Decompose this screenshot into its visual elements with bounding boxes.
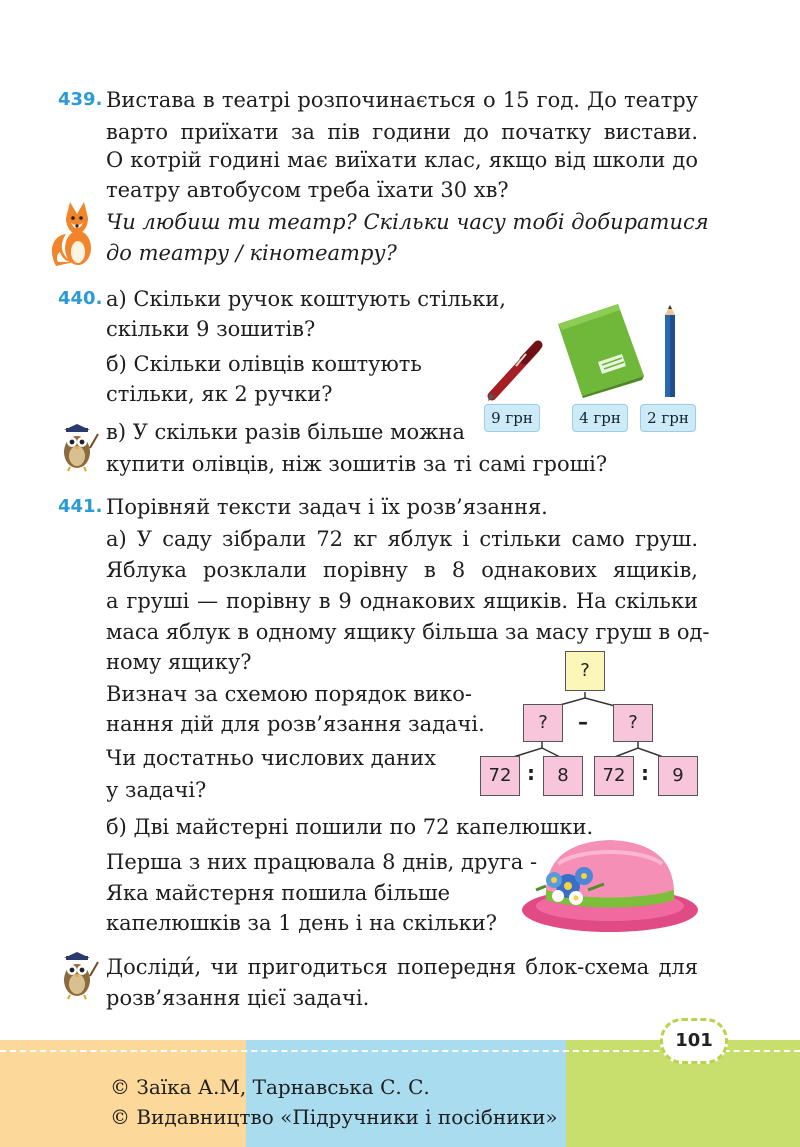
- task-439-line-2: варто приїхати за пів години до початку вистави.: [106, 120, 698, 144]
- task-441-title: Порівняй тексти задач і їх розв’язання.: [106, 495, 548, 519]
- scheme-box-8: 8: [543, 756, 583, 796]
- task-441-a-line-1: а) У саду зібрали 72 кг яблук і стільки само груш.: [106, 527, 698, 551]
- task-440-b-line-2: стільки, як 2 ручки?: [106, 382, 333, 406]
- task-441-a-line-2: Яблука розклали порівну в 8 однакових ящиків,: [106, 558, 698, 582]
- task-number-440: 440.: [58, 288, 103, 309]
- scheme-minus: –: [578, 710, 588, 734]
- scheme-box-72-b: 72: [594, 756, 634, 796]
- task-439-question-1: Чи любиш ти театр? Скільки часу тобі добиратися: [106, 210, 709, 234]
- task-441-a-line-4: маса яблук в одному ящику більша за масу груш в од-: [106, 620, 710, 644]
- owl-icon: [56, 952, 100, 1000]
- scheme-box-9: 9: [658, 756, 698, 796]
- task-441-q1-line-2: нання дій для розв’язання задачі.: [106, 712, 485, 736]
- scheme-box-top: ?: [565, 651, 605, 691]
- task-441-b-line-1: б) Дві майстерні пошили по 72 капелюшки.: [106, 815, 594, 839]
- task-440-c-line-1: в) У скільки разів більше можна: [106, 420, 465, 444]
- copyright-authors: © Заїка А.М, Тарнавська С. С.: [110, 1075, 430, 1099]
- task-440-b-line-1: б) Скільки олівців коштують: [106, 352, 422, 376]
- page-number: 101: [660, 1018, 728, 1064]
- pencil-icon: [662, 305, 678, 397]
- notebook-icon: [556, 302, 646, 398]
- task-number-439: 439.: [58, 89, 103, 110]
- task-439-question-2: до театру / кінотеатру?: [106, 241, 397, 265]
- price-notebook: 4 грн: [572, 404, 628, 432]
- task-441-b-line-4: капелюшків за 1 день і на скільки?: [106, 911, 498, 935]
- task-439-line-3: О котрій годині має виїхати клас, якщо від школи до: [106, 148, 698, 172]
- price-pencil: 2 грн: [640, 404, 696, 432]
- task-441-q1-line-1: Визнач за схемою порядок вико-: [106, 682, 472, 706]
- scheme-divide-2: :: [641, 761, 649, 785]
- task-441-a-line-3: а груші — порівну в 9 однакових ящиків. На скільки: [106, 589, 698, 613]
- scheme-box-right: ?: [613, 704, 653, 742]
- scheme-divide-1: :: [527, 761, 535, 785]
- task-440-a-line-2: скільки 9 зошитів?: [106, 317, 316, 341]
- hat-icon: [518, 834, 700, 936]
- task-number-441: 441.: [58, 496, 103, 517]
- task-441-b-line-3: Яка майстерня пошила більше: [106, 881, 451, 905]
- task-441-a-line-5: ному ящику?: [106, 650, 252, 674]
- copyright-publisher: © Видавництво «Підручники і посібники»: [110, 1105, 558, 1129]
- task-439-line-1: Вистава в театрі розпочинається о 15 год. До театру: [106, 88, 698, 112]
- task-441-explore-line-2: розв’язання цієї задачі.: [106, 986, 370, 1010]
- task-441-explore-line-1: Досліди́, чи пригодиться попередня блок-схема для: [106, 955, 698, 979]
- task-440-c-line-2: купити олівців, ніж зошитів за ті самі гроші?: [106, 452, 608, 476]
- task-439-line-4: театру автобусом треба їхати 30 хв?: [106, 178, 509, 202]
- task-441-q2-line-1: Чи достатньо числових даних: [106, 746, 436, 770]
- owl-icon: [56, 424, 100, 472]
- price-pen: 9 грн: [484, 404, 540, 432]
- scheme-box-72-a: 72: [480, 756, 520, 796]
- task-441-b-line-2: Перша з них працювала 8 днів, друга -: [106, 850, 538, 874]
- fox-icon: [48, 196, 100, 272]
- task-441-q2-line-2: у задачі?: [106, 778, 207, 802]
- scheme-box-left: ?: [523, 704, 563, 742]
- task-440-a-line-1: а) Скільки ручок коштують стільки,: [106, 287, 506, 311]
- pen-icon: [486, 340, 544, 402]
